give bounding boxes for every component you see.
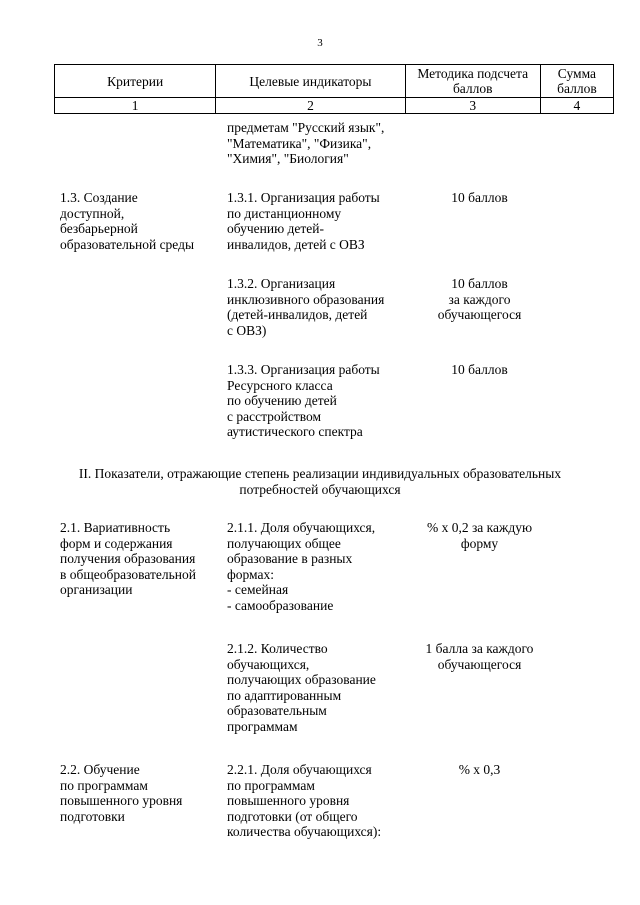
method-2-2-1: % х 0,3 (458, 762, 501, 777)
column-number-1: 1 (55, 98, 216, 114)
table-header (54, 64, 614, 114)
method-2-1-2: 1 балла за каждого обучающегося (425, 641, 534, 672)
column-number-2: 2 (216, 98, 405, 114)
column-header-indicators: Целевые индикаторы (216, 65, 405, 98)
method-2-1-1: % х 0,2 за каждую форму (426, 520, 533, 551)
indicator-2-2-1: 2.2.1. Доля обучающихся по программам повышенного уровня подготовки (от общего количества обучающихся): (227, 762, 382, 840)
method-1-3-1: 10 баллов (451, 190, 508, 205)
criterion-1-3: 1.3. Создание доступной, безбарьерной образовательной среды (60, 190, 195, 252)
indicator-1-3-2: 1.3.2. Организация инклюзивного образования (детей-инвалидов, детей с ОВЗ) (227, 276, 385, 338)
column-header-method: Методика подсчета баллов (405, 65, 540, 98)
section-title-2: II. Показатели, отражающие степень реализации индивидуальных образовательных потребностей обучающихся (78, 466, 562, 497)
column-number-4: 4 (540, 98, 613, 114)
column-header-criteria: Критерии (55, 65, 216, 98)
method-1-3-2: 10 баллов за каждого обучающегося (437, 276, 522, 323)
criterion-2-2: 2.2. Обучение по программам повышенного уровня подготовки (60, 762, 183, 824)
column-number-3: 3 (405, 98, 540, 114)
indicator-1-3-1: 1.3.1. Организация работы по дистанционному обучению детей- инвалидов, детей с ОВЗ (227, 190, 380, 252)
indicator-continued: предметам "Русский язык", "Математика", "Физика", "Химия", "Биология" (227, 120, 385, 167)
indicator-2-1-1: 2.1.1. Доля обучающихся, получающих общее образование в разных формах: - семейная - самообразование (227, 520, 376, 613)
column-header-sum: Сумма баллов (540, 65, 613, 98)
page-number: 3 (317, 37, 323, 49)
indicator-2-1-2: 2.1.2. Количество обучающихся, получающих образование по адаптированным образовательным программам (227, 641, 376, 734)
method-1-3-3: 10 баллов (451, 362, 508, 377)
indicator-1-3-3: 1.3.3. Организация работы Ресурсного класса по обучению детей с расстройством аутистического спектра (227, 362, 380, 440)
criterion-2-1: 2.1. Вариативность форм и содержания получения образования в общеобразовательной организации (60, 520, 196, 598)
